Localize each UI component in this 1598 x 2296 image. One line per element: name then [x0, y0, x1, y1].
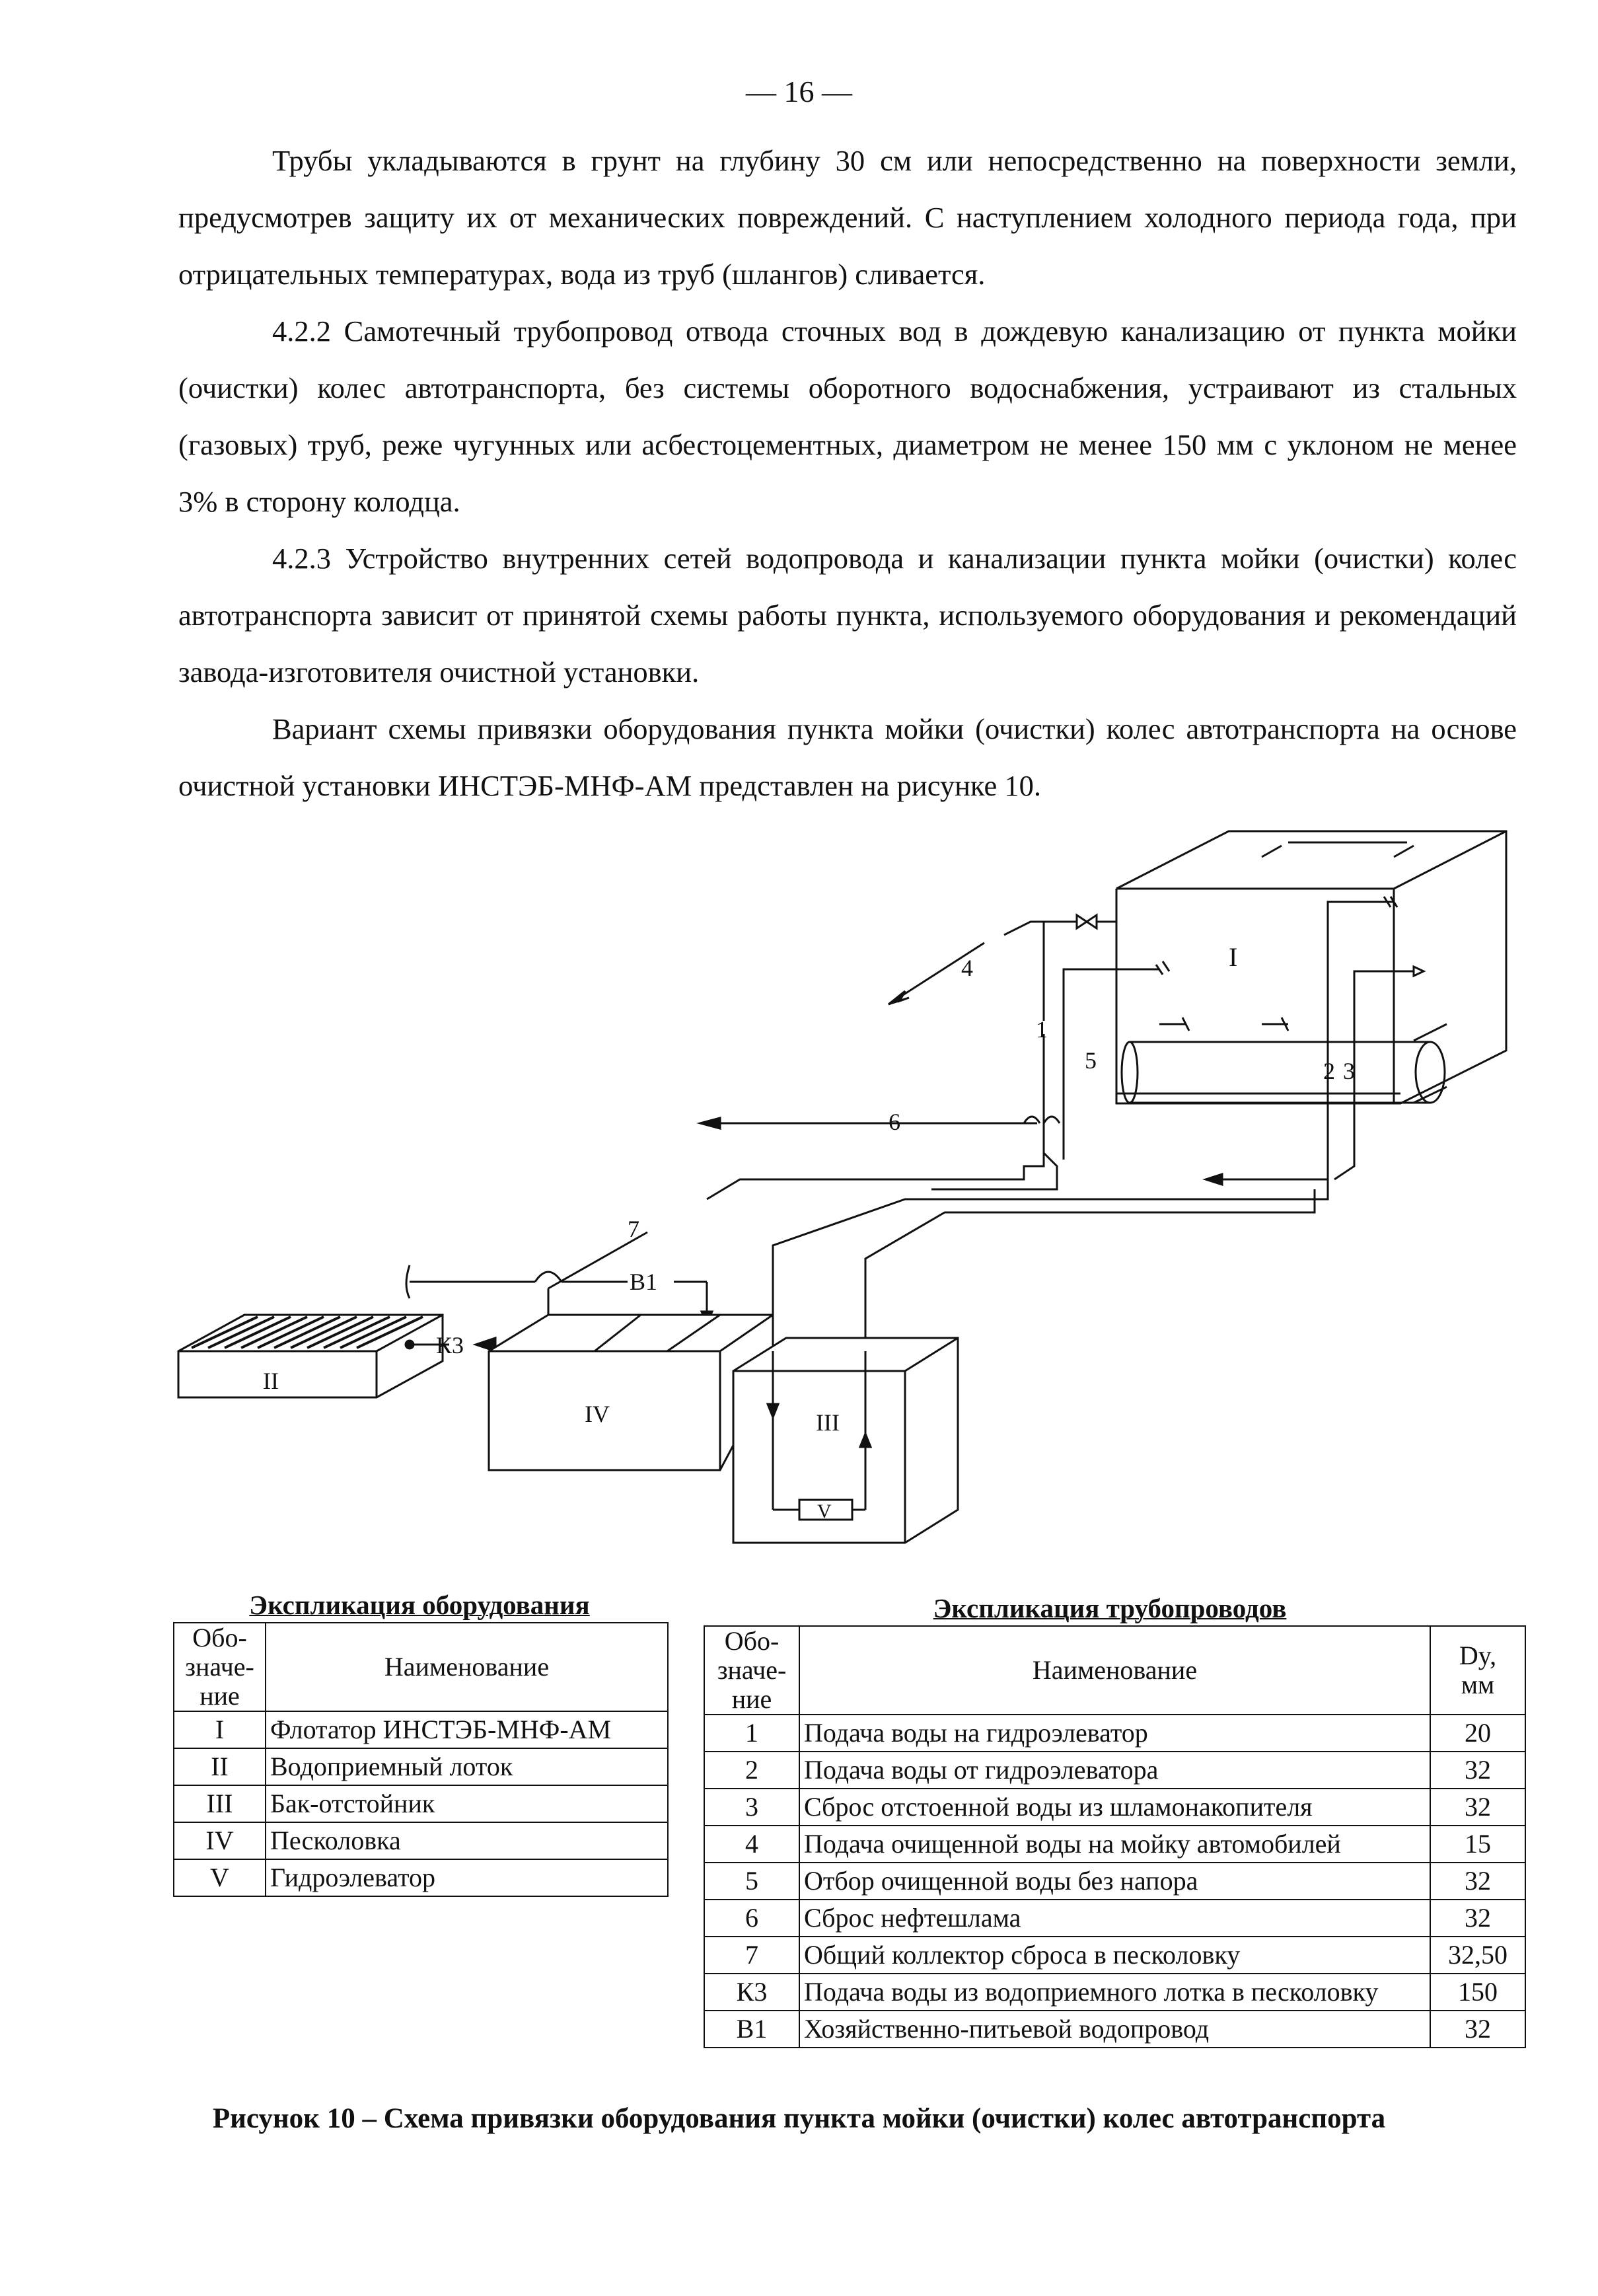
- water-intake-tray: [178, 1315, 443, 1397]
- pipeline-header-dy: Dy, мм: [1430, 1626, 1525, 1715]
- label-1: 1: [1036, 1016, 1048, 1043]
- label-B1: В1: [630, 1269, 658, 1295]
- equipment-id: II: [174, 1748, 266, 1785]
- table-row: [174, 1785, 668, 1822]
- equipment-id: IV: [174, 1822, 266, 1859]
- table-row: [704, 2011, 1525, 2048]
- table-row: [704, 1826, 1525, 1863]
- pipeline-name: Подача воды от гидроэлеватора: [799, 1752, 1430, 1789]
- table-row: [704, 1715, 1525, 1752]
- page-number: — 16 —: [746, 75, 852, 108]
- table-row: [704, 1863, 1525, 1900]
- label-4: 4: [961, 955, 973, 981]
- pipeline-dy: 32: [1430, 1789, 1525, 1826]
- label-I: I: [1229, 942, 1238, 972]
- sand-trap: [489, 1315, 773, 1470]
- equipment-name: Песколовка: [266, 1822, 668, 1859]
- flotator-unit: [1116, 831, 1506, 1103]
- equipment-id: V: [174, 1859, 266, 1896]
- pipeline-id: 5: [704, 1863, 799, 1900]
- table-row: [704, 1789, 1525, 1826]
- label-III: III: [816, 1409, 840, 1436]
- table-row: [704, 1900, 1525, 1937]
- label-2: 2: [1323, 1058, 1335, 1084]
- pipeline-id: В1: [704, 2011, 799, 2048]
- pipe-6: [700, 1117, 1060, 1129]
- equipment-table-title: Экспликация оборудования: [249, 1590, 590, 1620]
- label-K3: К3: [436, 1332, 464, 1358]
- equipment-id: III: [174, 1785, 266, 1822]
- pipeline-table-title: Экспликация трубопроводов: [933, 1593, 1287, 1623]
- pipeline-name: Подача очищенной воды на мойку автомобилей: [799, 1826, 1430, 1863]
- pipeline-id: 6: [704, 1900, 799, 1937]
- label-6: 6: [889, 1109, 900, 1135]
- equipment-name: Бак-отстойник: [266, 1785, 668, 1822]
- settling-tank: [733, 1338, 958, 1543]
- paragraph-3: 4.2.3 Устройство внутренних сетей водопровода и канализации пункта мойки (очистки) колес автотранспорта зависит от принятой схемы работы пункта, используемого оборудования и рекомендаций завода-изготовителя очистной установки.: [178, 542, 1517, 688]
- label-3: 3: [1343, 1058, 1355, 1084]
- equipment-table: [173, 1622, 669, 1897]
- pipeline-dy: 150: [1430, 1974, 1525, 2011]
- equipment-scheme-diagram: [165, 823, 1519, 1582]
- table-row: [704, 1937, 1525, 1974]
- pipeline-dy: 32: [1430, 1752, 1525, 1789]
- pipeline-id: 3: [704, 1789, 799, 1826]
- pipeline-name: Сброс отстоенной воды из шламонакопителя: [799, 1789, 1430, 1826]
- pipe-1: [931, 922, 1057, 1189]
- pipeline-dy: 32,50: [1430, 1937, 1525, 1974]
- pipeline-id: К3: [704, 1974, 799, 2011]
- equipment-name: Водоприемный лоток: [266, 1748, 668, 1785]
- figure-caption: Рисунок 10 – Схема привязки оборудования пункта мойки (очистки) колес автотранспорта: [212, 2103, 1386, 2134]
- pipeline-id: 2: [704, 1752, 799, 1789]
- label-IV: IV: [585, 1401, 610, 1427]
- pipeline-name: Общий коллектор сброса в песколовку: [799, 1937, 1430, 1974]
- pipeline-dy: 32: [1430, 1863, 1525, 1900]
- equipment-name: Гидроэлеватор: [266, 1859, 668, 1896]
- table-row: [174, 1748, 668, 1785]
- pipeline-dy: 32: [1430, 1900, 1525, 1937]
- equipment-name: Флотатор ИНСТЭБ-МНФ-АМ: [266, 1711, 668, 1748]
- pipeline-dy: 15: [1430, 1826, 1525, 1863]
- pipeline-id: 7: [704, 1937, 799, 1974]
- pipeline-id: 1: [704, 1715, 799, 1752]
- table-row: [174, 1859, 668, 1896]
- equipment-header-designation: Обо- значе- ние: [174, 1623, 266, 1711]
- table-row: [174, 1822, 668, 1859]
- label-II: II: [263, 1368, 279, 1394]
- table-row: [704, 1752, 1525, 1789]
- pipeline-name: Подача воды из водоприемного лотка в песколовку: [799, 1974, 1430, 2011]
- table-row: [704, 1974, 1525, 2011]
- pipeline-name: Подача воды на гидроэлеватор: [799, 1715, 1430, 1752]
- label-V: V: [817, 1500, 832, 1522]
- pipeline-id: 4: [704, 1826, 799, 1863]
- equipment-header-name: Наименование: [266, 1623, 668, 1711]
- pipeline-header-designation: Обо- значе- ние: [704, 1626, 799, 1715]
- label-5: 5: [1085, 1047, 1097, 1074]
- pipe-2: [1206, 897, 1397, 1185]
- pipeline-dy: 20: [1430, 1715, 1525, 1752]
- pipeline-table: [704, 1625, 1526, 2048]
- label-7: 7: [628, 1216, 639, 1242]
- paragraph-1: Трубы укладываются в грунт на глубину 30 см или непосредственно на поверхности земли, предусмотрев защиту их от механических повреждений. С наступлением холодного периода года, при отрицательных температурах, вода из труб (шлангов) сливается.: [178, 144, 1517, 291]
- equipment-id: I: [174, 1711, 266, 1748]
- table-row: [174, 1711, 668, 1748]
- pipeline-name: Хозяйственно-питьевой водопровод: [799, 2011, 1430, 2048]
- pipeline-name: Сброс нефтешлама: [799, 1900, 1430, 1937]
- paragraph-4: Вариант схемы привязки оборудования пункта мойки (очистки) колес автотранспорта на основе очистной установки ИНСТЭБ-МНФ-АМ представлен на рисунке 10.: [178, 712, 1517, 802]
- pipe-to-tank: [773, 1179, 1328, 1351]
- pipeline-dy: 32: [1430, 2011, 1525, 2048]
- pipe-4: [889, 915, 1116, 1004]
- pipeline-header-name: Наименование: [799, 1626, 1430, 1715]
- paragraph-2: 4.2.2 Самотечный трубопровод отвода сточных вод в дождевую канализацию от пункта мойки (очистки) колес автотранспорта, без системы оборотного водоснабжения, устраивают из стальных (газовых) труб, реже чугунных или асбестоцементных, диаметром не менее 150 мм с уклоном не менее 3% в сторону колодца.: [178, 315, 1517, 518]
- pipeline-name: Отбор очищенной воды без напора: [799, 1863, 1430, 1900]
